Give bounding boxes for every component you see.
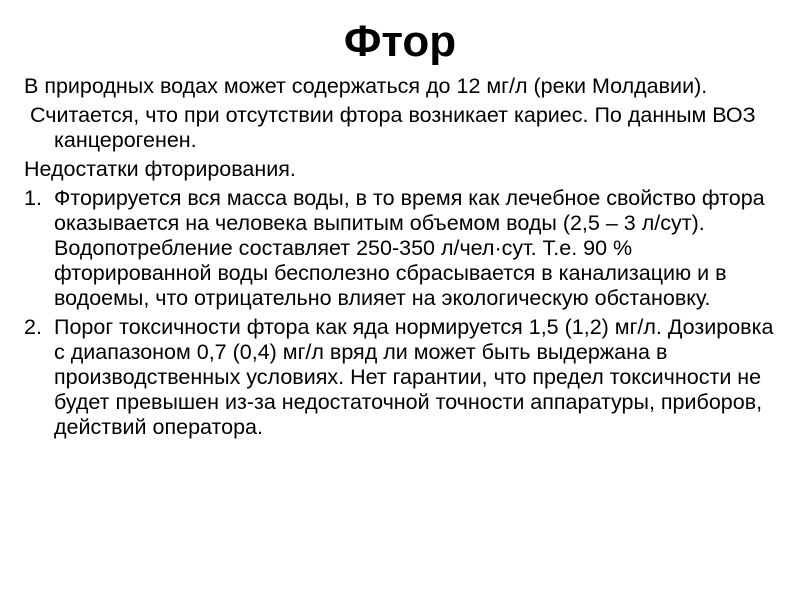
list-item-text: Порог токсичности фтора как яда нормируется 1,5 (1,2) мг/л. Дозировка с диапазоном 0,7 (0,4) мг/л вряд ли может быть выдержана в производственных условиях. Нет гарантии, что предел токсичности не будет превышен из-за недостаточной точности аппаратуры, приборов, действий оператора. <box>54 315 774 439</box>
list-item-number: 2. <box>24 315 42 339</box>
paragraph-natural-waters: В природных водах может содержаться до 12 мг/л (реки Молдавии). <box>24 74 708 98</box>
list-item-text: Фторируется вся масса воды, в то время как лечебное свойство фтора оказывается на человека выпитым объемом воды (2,5 – 3 л/сут). Водопотребление составляет 250-350 л/чел·сут. Т.е. 90 % фторированной воды бесполезно сбрасывается в канализацию и в водоемы, что отрицательно влияет на экологическую обстановку. <box>54 186 765 310</box>
list-item <box>24 315 784 440</box>
paragraph-drawbacks-heading: Недостатки фторирования. <box>24 157 296 181</box>
paragraph-caries: Считается, что при отсутствии фтора возникает кариес. По данным ВОЗ канцерогенен. <box>30 103 756 152</box>
slide-content <box>24 74 784 444</box>
drawbacks-list <box>24 186 784 440</box>
slide-title: Фтор <box>343 17 457 66</box>
list-item <box>24 186 784 311</box>
list-item-number: 1. <box>24 186 42 210</box>
